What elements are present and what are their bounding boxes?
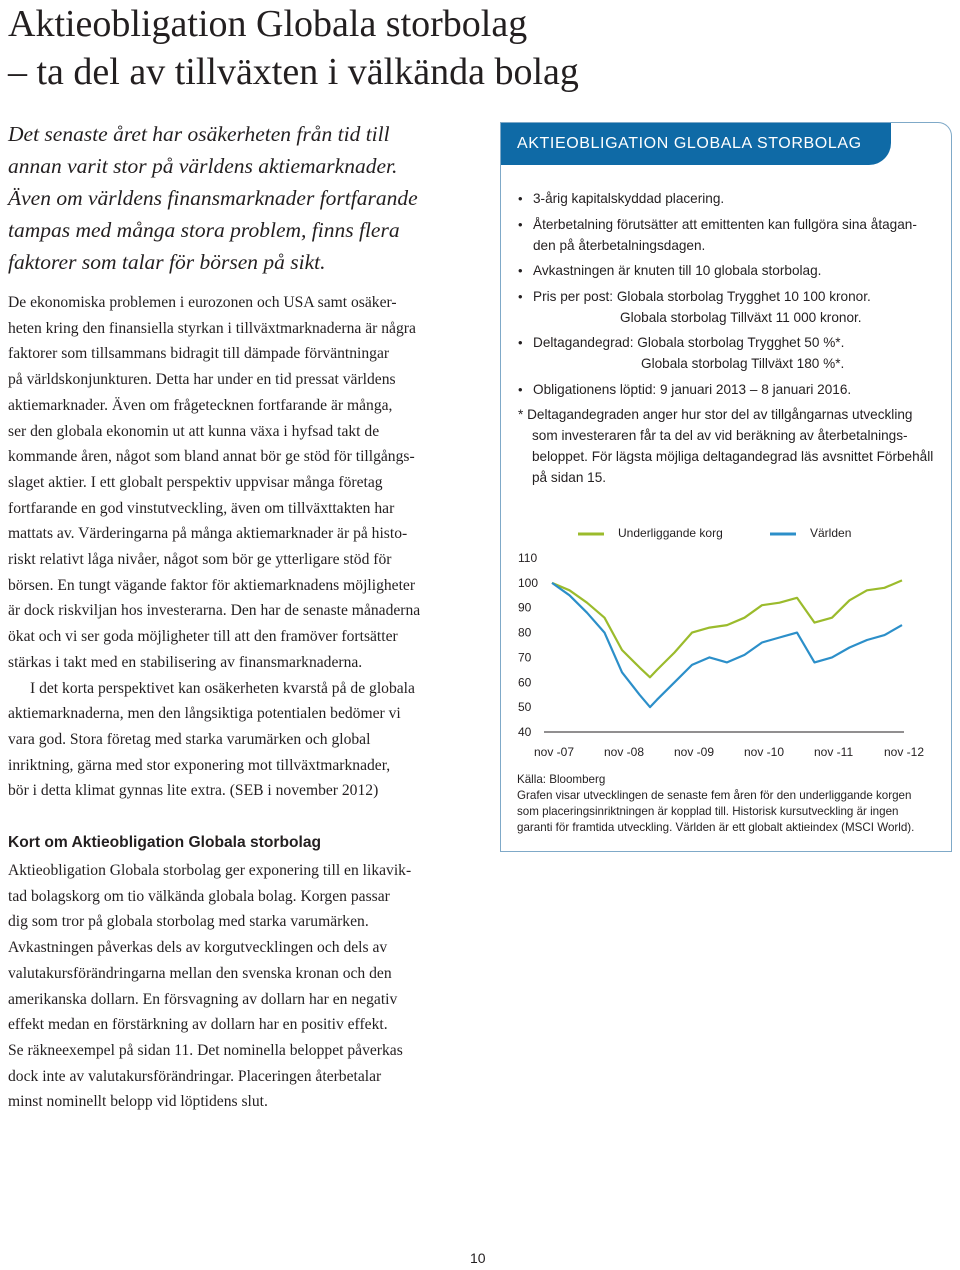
bullet: • bbox=[518, 263, 523, 278]
chart-legend bbox=[578, 526, 851, 540]
legend-label: Underliggande korg bbox=[618, 526, 723, 540]
body-line: kommande åren, något som bland annat bör ge stöd för tillgångs- bbox=[8, 448, 415, 466]
x-axis-ticks bbox=[534, 745, 924, 759]
y-axis-ticks bbox=[518, 551, 538, 739]
y-tick-label: 80 bbox=[518, 625, 532, 640]
fact-item: • Återbetalning förutsätter att emittenten kan fullgöra sina åtagan- den på återbetalningsdagen. bbox=[518, 214, 948, 256]
body-line: riskt relativt låga nivåer, något som bör ge ytterligare stöd för bbox=[8, 551, 392, 569]
footnote-line: som investeraren får ta del av vid beräkning av återbetalnings- bbox=[532, 428, 908, 443]
performance-chart bbox=[510, 518, 950, 768]
bullet: • bbox=[518, 335, 523, 350]
lede-line: annan varit stor på världens aktiemarknader. bbox=[8, 154, 398, 178]
x-tick-label: nov -10 bbox=[744, 745, 785, 759]
body-line: börsen. En tungt vägande faktor för aktiemarknadens möjligheter bbox=[8, 576, 416, 594]
body-line: aktiemarknader. Även om frågetecknen fortfarande är många, bbox=[8, 396, 393, 414]
fact-item: • Deltagandegrad: Globala storbolag Trygghet 50 %*. Globala storbolag Tillväxt 180 %*. bbox=[518, 332, 948, 374]
lede-line: tampas med många stora problem, finns flera bbox=[8, 218, 400, 242]
source-line: Grafen visar utvecklingen de senaste fem åren för den underliggande korgen bbox=[517, 789, 912, 802]
kort-line: dig som tror på globala storbolag med starka varumärken. bbox=[8, 913, 369, 931]
kort-line: dock inte av valutakursförändringar. Placeringen återbetalar bbox=[8, 1067, 382, 1085]
legend-label: Världen bbox=[810, 526, 852, 540]
fact-list bbox=[518, 188, 948, 488]
title-line-1: Aktieobligation Globala storbolag bbox=[8, 3, 528, 45]
lede-line: faktorer som talar för börsen på sikt. bbox=[8, 250, 326, 274]
title-line-2: – ta del av tillväxten i välkända bolag bbox=[8, 51, 579, 93]
y-tick-label: 110 bbox=[518, 551, 538, 565]
page-title bbox=[8, 0, 708, 96]
fact-item: • Pris per post: Globala storbolag Trygghet 10 100 kronor. Globala storbolag Tillväxt 11 000 kronor. bbox=[518, 286, 948, 328]
bullet: • bbox=[518, 216, 523, 232]
body-line: fortfarande en god vinstutveckling, även om tillväxttakten har bbox=[8, 499, 395, 517]
body-line: slaget aktier. I ett globalt perspektiv uppvisar många företag bbox=[8, 473, 383, 491]
body-line: ökat och vi ser goda möjligheter till att den framöver fortsätter bbox=[8, 628, 398, 646]
kort-heading: Kort om Aktieobligation Globala storbolag bbox=[8, 834, 322, 851]
kort-line: valutakursförändringarna mellan den svenska kronan och den bbox=[8, 964, 392, 982]
x-tick-label: nov -12 bbox=[884, 745, 925, 759]
source-line: Källa: Bloomberg bbox=[517, 773, 606, 786]
body-line: på världskonjunkturen. Detta har under en tid pressat världens bbox=[8, 371, 396, 389]
x-tick-label: nov -11 bbox=[814, 745, 854, 759]
kort-line: Se räkneexempel på sidan 11. Det nominella beloppet påverkas bbox=[8, 1041, 403, 1059]
body-line: I det korta perspektivet kan osäkerheten kvarstå på de globala bbox=[30, 679, 415, 697]
fact-item: • 3-årig kapitalskyddad placering. bbox=[518, 188, 948, 209]
y-tick-label: 40 bbox=[518, 725, 532, 739]
lede bbox=[8, 118, 478, 278]
bullet: • bbox=[518, 288, 523, 304]
body-line: vara god. Stora företag med starka varumärken och global bbox=[8, 730, 371, 748]
y-tick-label: 100 bbox=[518, 575, 539, 590]
body-line: är dock riskviljan hos investerarna. Den har de senaste månaderna bbox=[8, 602, 421, 620]
kort-line: minst nominellt belopp vid löptidens slut. bbox=[8, 1093, 268, 1111]
footnote-line: * Deltagandegraden anger hur stor del av tillgångarnas utveckling bbox=[518, 407, 913, 422]
body-line: heten kring den finansiella styrkan i tillväxtmarknaderna är några bbox=[8, 319, 416, 337]
x-tick-label: nov -07 bbox=[534, 745, 575, 759]
body-line: ser den globala ekonomin ut att kunna växa i hyfsad takt de bbox=[8, 422, 380, 440]
fact-item: • Obligationens löptid: 9 januari 2013 – 8 januari 2016. bbox=[518, 379, 948, 400]
body-line: stärkas i takt med en stabilisering av finansmarknaderna. bbox=[8, 653, 363, 671]
kort-line: effekt medan en förstärkning av dollarn har en positiv effekt. bbox=[8, 1016, 388, 1034]
fact-item: • Avkastningen är knuten till 10 globala storbolag. bbox=[518, 260, 948, 281]
kort-line: tad bolagskorg om tio välkända globala bolag. Korgen passar bbox=[8, 887, 390, 905]
chart-series bbox=[552, 580, 902, 707]
y-tick-label: 90 bbox=[518, 600, 532, 615]
x-tick-label: nov -08 bbox=[604, 745, 645, 759]
body-line: inriktning, gärna med stor exponering mot tillväxtmarknader, bbox=[8, 756, 391, 774]
y-tick-label: 70 bbox=[518, 650, 532, 665]
bullet: • bbox=[518, 381, 523, 397]
body-line: faktorer som tillsammans bidragit till dämpade förväntningar bbox=[8, 345, 390, 363]
y-tick-label: 60 bbox=[518, 675, 532, 690]
body-line: De ekonomiska problemen i eurozonen och USA samt osäker- bbox=[8, 294, 397, 311]
kort-line: Aktieobligation Globala storbolag ger exponering till en likavik- bbox=[8, 862, 412, 879]
bullet: • bbox=[518, 191, 523, 206]
footnote-line: på sidan 15. bbox=[532, 470, 607, 485]
lede-line: Det senaste året har osäkerheten från tid till bbox=[8, 122, 390, 146]
body-text bbox=[8, 290, 478, 804]
kort-line: amerikanska dollarn. En försvagning av dollarn har en negativ bbox=[8, 990, 398, 1008]
y-tick-label: 50 bbox=[518, 700, 532, 715]
footnote-line: beloppet. För lägsta möjliga deltagandegrad läs avsnittet Förbehåll bbox=[532, 449, 934, 464]
kort-text bbox=[8, 858, 478, 1115]
source-line: garanti för framtida utveckling. Världen är ett globalt aktieindex (MSCI World). bbox=[517, 821, 915, 834]
x-tick-label: nov -09 bbox=[674, 745, 715, 759]
body-line: aktiemarknaderna, men den långsiktiga potentialen bedömer vi bbox=[8, 705, 401, 723]
body-line: bör i detta klimat gynnas lite extra. (SEB i november 2012) bbox=[8, 782, 379, 800]
lede-line: Även om världens finansmarknader fortfarande bbox=[8, 186, 418, 210]
fact-box-heading: AKTIEOBLIGATION GLOBALA STORBOLAG bbox=[501, 123, 891, 165]
chart-source bbox=[517, 772, 957, 836]
page-number: 10 bbox=[470, 1250, 486, 1266]
source-line: som placeringsinriktningen är kopplad till. Historisk kursutveckling är ingen bbox=[517, 805, 899, 818]
body-line: mattats av. Värderingarna på många aktiemarknader är på histo- bbox=[8, 525, 408, 543]
kort-line: Avkastningen påverkas dels av korgutvecklingen och dels av bbox=[8, 939, 388, 957]
